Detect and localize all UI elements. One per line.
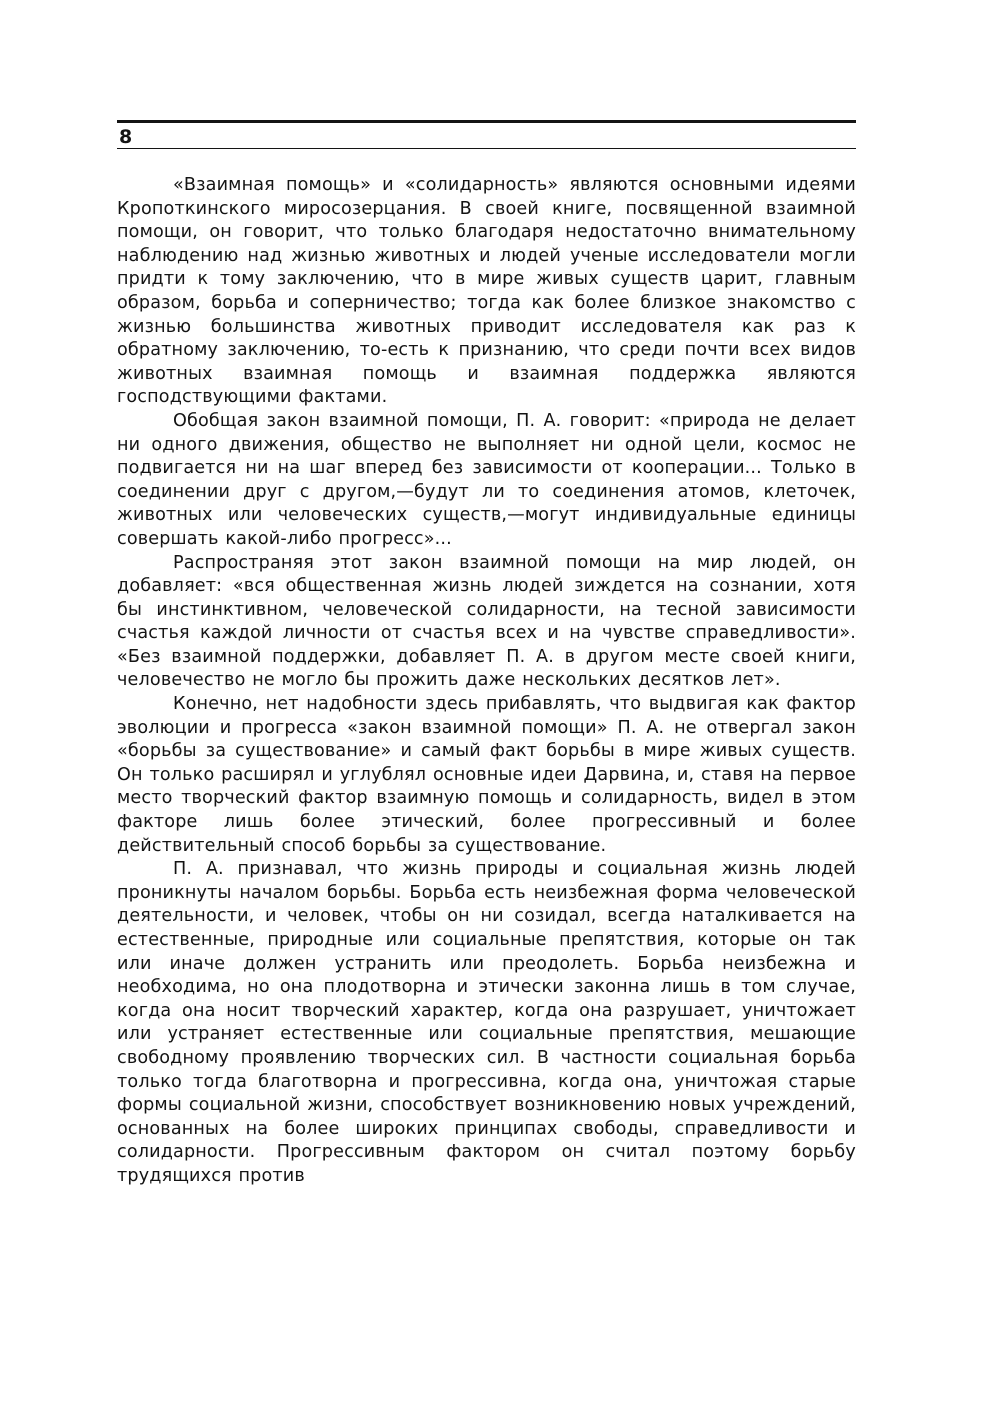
- paragraph-2: Обобщая закон взаимной помощи, П. А. говорит: «природа не делает ни одного движения, общество не выполняет ни одной цели, космос не подвигается ни на шаг вперед без зависимости от кооперации... Только в соединении друг с другом,—будут ли то соединения атомов, клеточек, животных или человеческих существ,—могут индивидуальные единицы совершать какой-либо прогресс»...: [117, 410, 856, 549]
- header-rule-top: [117, 120, 856, 123]
- paragraph-4: Конечно, нет надобности здесь прибавлять, что выдвигая как фактор эволюции и прогресса «закон взаимной помощи» П. А. не отвергал закон «борьбы за существование» и самый факт борьбы в мире живых существ. Он только расширял и углублял основные идеи Дарвина, и, ставя на первое место творческий фактор взаимную помощь и солидарность, видел в этом факторе лишь более этический, более прогрессивный и более действительный способ борьбы за существование.: [117, 694, 856, 856]
- header-rule-bottom: [117, 148, 856, 149]
- page-header: [117, 118, 856, 152]
- paragraph-5: П. А. признавал, что жизнь природы и социальная жизнь людей проникнуты началом борьбы. Борьба есть неизбежная форма человеческой деятельности, и человек, чтобы он ни созидал, всегда наталкивается на естественные, природные или социальные препятствия, которые он так или иначе должен устранить или преодолеть. Борьба неизбежна и необходима, но она плодотворна и этически законна лишь в том случае, когда она носит творческий характер, когда она разрушает, уничтожает или устраняет естественные или социальные препятствия, мешающие свободному проявлению творческих сил. В частности социальная борьба только тогда благотворна и прогрессивна, когда она, уничтожая старые формы социальной жизни, способствует возникновению новых учреждений, основанных на более широких принципах свободы, справедливости и солидарности. Прогрессивным фактором он считал поэтому борьбу трудящихся против: [117, 859, 856, 1186]
- page-number: 8: [119, 126, 133, 148]
- paragraph-1: «Взаимная помощь» и «солидарность» являются основными идеями Кропоткинского миросозерцания. В своей книге, посвященной взаимной помощи, он говорит, что только благодаря недостаточно внимательному наблюдению над жизнью животных и людей ученые исследователи могли придти к тому заключению, что в мире живых существ царит, главным образом, борьба и соперничество; тогда как более близкое знакомство с жизнью большинства животных приводит исследователя как раз к обратному заключению, то-есть к признанию, что среди почти всех видов животных взаимная помощь и взаимная поддержка являются господствующими фактами.: [117, 175, 856, 408]
- body-text: [117, 174, 856, 1189]
- paragraph-3: Распространяя этот закон взаимной помощи на мир людей, он добавляет: «вся общественная жизнь людей зиждется на сознании, хотя бы инстинктивном, человеческой солидарности, на тесной зависимости счастья каждой личности от счастья всех и на чувстве справедливости». «Без взаимной поддержки, добавляет П. А. в другом месте своей книги, человечество не могло бы прожить даже нескольких десятков лет».: [117, 552, 856, 691]
